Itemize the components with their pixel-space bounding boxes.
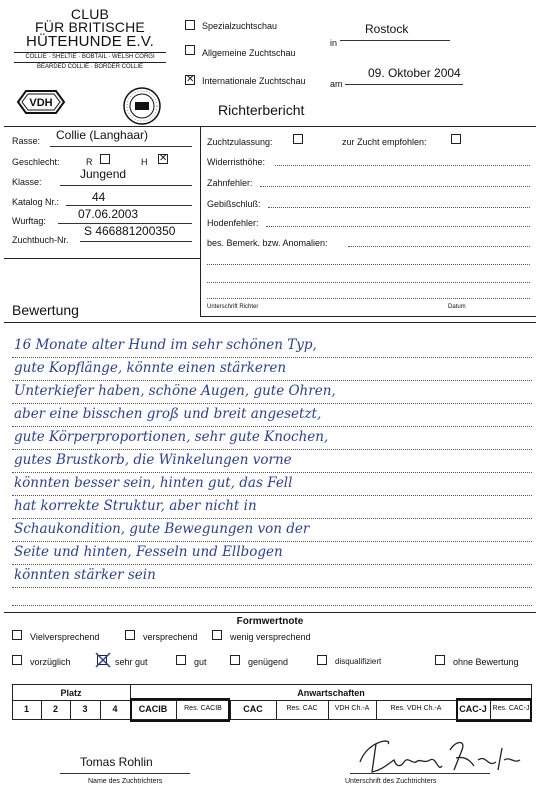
zuchtbuch-value[interactable]: S 466881200350 [84, 224, 176, 238]
club-name-line2: FÜR BRITISCHE [35, 19, 145, 35]
huendin-checkbox[interactable]: ✕ [159, 153, 168, 164]
sehr-gut-label: sehr gut [115, 657, 148, 667]
wenig-versprechend-label: wenig versprechend [230, 632, 311, 642]
zahnfehler-label: Zahnfehler: [207, 178, 253, 188]
club-breeds-line1: COLLIE · SHELTIE · BOBTAIL · WELSH CORGI [25, 54, 155, 60]
bewertung-line: gutes Brustkorb, die Winkelungen vorne [14, 452, 292, 468]
vdh-logo-text: VDH [29, 97, 53, 109]
bewertung-title: Bewertung [12, 302, 79, 318]
bewertung-line: aber eine bisschen groß und breit angesetzt, [14, 406, 322, 422]
huendin-label: H [141, 157, 148, 167]
zuchtzulassung-checkbox[interactable] [293, 134, 303, 144]
rude-checkbox[interactable] [100, 154, 110, 164]
res-vdh-ch-a-cell[interactable]: Res. VDH Ch.-A [390, 705, 442, 712]
cacib-cell[interactable]: CACIB [138, 704, 168, 714]
platz-4[interactable]: 4 [112, 704, 118, 714]
cac-cell[interactable]: CAC [243, 704, 263, 714]
bewertung-line: Schaukondition, gute Bewegungen von der [14, 521, 310, 537]
genuegend-checkbox[interactable] [230, 655, 240, 665]
vielversprechend-checkbox[interactable] [12, 630, 22, 640]
vorzueglich-label: vorzüglich [30, 657, 71, 667]
katalog-label: Katalog Nr.: [12, 197, 60, 207]
location-value[interactable]: Rostock [365, 22, 409, 36]
club-logo [10, 8, 170, 71]
bewertung-line: hat korrekte Struktur, aber nicht in [14, 498, 257, 514]
bewertung-line: gute Kopflänge, könnte einen stärkeren [14, 360, 287, 376]
bewertung-line: könnten besser sein, hinten gut, das Fell [14, 475, 293, 491]
am-label: am [330, 79, 343, 89]
wurftag-value[interactable]: 07.06.2003 [78, 207, 139, 221]
rasse-value[interactable]: Collie (Langhaar) [56, 128, 149, 142]
internationale-zuchtschau-checkbox[interactable]: ✕ [186, 74, 195, 85]
platz-1[interactable]: 1 [23, 704, 29, 714]
disqualifiziert-label: disqualifiziert [335, 657, 382, 666]
bewertung-line: Unterkiefer haben, schöne Augen, gute Ohren, [14, 383, 336, 399]
rasse-label: Rasse: [12, 136, 41, 146]
wenig-versprechend-checkbox[interactable] [212, 630, 222, 640]
bewertung-line: könnten stärker sein [14, 567, 156, 583]
disqualifiziert-checkbox[interactable] [317, 655, 327, 665]
zuchtbuch-label: Zuchtbuch-Nr. [12, 235, 69, 245]
zur-zucht-checkbox[interactable] [451, 134, 461, 144]
club-name-line3: HÜTEHUNDE E.V. [25, 33, 155, 50]
platz-label: Platz [60, 688, 82, 698]
spezialzuchtschau-label: Spezialzuchtschau [202, 21, 278, 31]
anomalien-label: bes. Bemerk. bzw. Anomalien: [207, 238, 328, 248]
in-label: in [330, 38, 338, 48]
klasse-label: Klasse: [12, 177, 42, 187]
report-title: Richterbericht [218, 102, 305, 118]
rude-label: R [86, 157, 93, 167]
versprechend-checkbox[interactable] [125, 630, 135, 640]
vdh-ch-a-cell[interactable]: VDH Ch.-A [334, 705, 370, 712]
wurftag-label: Wurftag: [12, 216, 46, 226]
widerristhoehe-label: Widerristhöhe: [207, 157, 266, 167]
formwertnote-title: Formwertnote [236, 616, 304, 627]
spezialzuchtschau-checkbox[interactable] [185, 20, 195, 30]
sehr-gut-mark-icon [93, 650, 113, 670]
bewertung-line: 16 Monate alter Hund im sehr schönen Typ, [14, 337, 317, 353]
zuchtzulassung-label: Zuchtzulassung: [207, 137, 273, 147]
bewertung-line: Seite und hinten, Fesseln und Ellbogen [14, 544, 283, 560]
vorzueglich-checkbox[interactable] [12, 655, 22, 665]
bewertung-line: gute Körperproportionen, sehr gute Knochen, [14, 429, 329, 445]
judge-name[interactable]: Tomas Rohlin [80, 755, 153, 769]
gebissschluss-label: Gebißschluß: [207, 199, 261, 209]
geschlecht-label: Geschlecht: [12, 157, 60, 167]
unterschrift-richter-label: Unterschrift Richter [207, 304, 259, 310]
allgemeine-zuchtschau-label: Allgemeine Zuchtschau [202, 48, 296, 58]
res-cac-j-cell[interactable]: Res. CAC-J [492, 705, 530, 712]
versprechend-label: versprechend [143, 632, 198, 642]
name-label: Name des Zuchtrichters [88, 778, 163, 785]
ohne-bewertung-label: ohne Bewertung [453, 657, 519, 667]
genuegend-label: genügend [248, 657, 289, 667]
gut-checkbox[interactable] [176, 655, 186, 665]
allgemeine-zuchtschau-checkbox[interactable] [185, 45, 195, 55]
cac-j-cell[interactable]: CAC-J [459, 704, 487, 714]
platz-2[interactable]: 2 [52, 704, 58, 714]
datum-label: Datum [448, 304, 466, 310]
internationale-zuchtschau-label: Internationale Zuchtschau [202, 76, 306, 86]
club-breeds-line2: BEARDED COLLIE · BORDER COLLIE [36, 64, 144, 70]
anwartschaften-label: Anwartschaften [297, 688, 365, 698]
klasse-value[interactable]: Jungend [80, 167, 127, 181]
club-name-line1: CLUB [70, 6, 110, 22]
date-value[interactable]: 09. Oktober 2004 [368, 66, 461, 80]
res-cacib-cell[interactable]: Res. CACIB [184, 705, 222, 712]
seal-icon [122, 86, 162, 126]
signature-label: Unterschrift des Zuchtrichters [345, 778, 437, 785]
gut-label: gut [194, 657, 207, 667]
katalog-value[interactable]: 44 [92, 190, 106, 204]
vdh-logo [16, 88, 66, 116]
zur-zucht-label: zur Zucht empfohlen: [342, 137, 427, 147]
hodenfehler-label: Hodenfehler: [207, 218, 259, 228]
ohne-bewertung-checkbox[interactable] [435, 655, 445, 665]
platz-3[interactable]: 3 [82, 704, 88, 714]
vielversprechend-label: Vielversprechend [30, 632, 100, 642]
res-cac-cell[interactable]: Res. CAC [286, 705, 318, 712]
